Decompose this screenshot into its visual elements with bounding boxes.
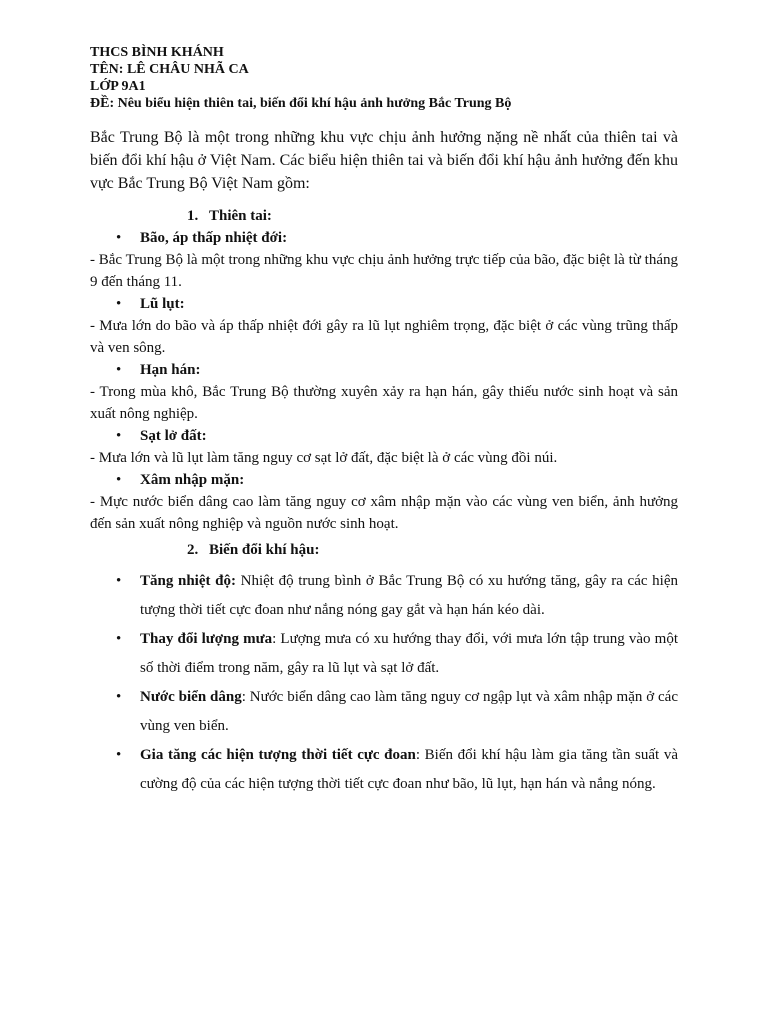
- list-item-heading: [90, 425, 678, 447]
- intro-paragraph: Bắc Trung Bộ là một trong những khu vực chịu ảnh hưởng nặng nề nhất của thiên tai và biến đổi khí hậu ở Việt Nam. Các biểu hiện thiên tai và biến đổi khí hậu ảnh hưởng đến khu vực Bắc Trung Bộ Việt Nam gồm:: [90, 129, 678, 192]
- item-title: Sạt lở đất:: [140, 428, 207, 444]
- list-item-heading: [90, 227, 678, 249]
- item-title: Gia tăng các hiện tượng thời tiết cực đoan: [140, 747, 416, 763]
- section-1-label: Thiên tai:: [209, 208, 272, 224]
- class-name: LỚP 9A1: [90, 79, 146, 94]
- document-page: [90, 44, 678, 799]
- item-description: : Lượng mưa có xu hướng thay đổi, với mưa lớn tập trung vào một số thời điểm trong năm, gây ra lũ lụt và sạt lở đất.: [140, 631, 678, 676]
- climate-change-list: [90, 567, 678, 799]
- assignment-topic: ĐỀ: Nêu biểu hiện thiên tai, biến đổi khí hậu ảnh hưởng Bắc Trung Bộ: [90, 96, 512, 111]
- item-description: - Mưa lớn do bão và áp thấp nhiệt đới gây ra lũ lụt nghiêm trọng, đặc biệt ở các vùng trũng thấp và ven sông.: [90, 318, 678, 356]
- item-title: Bão, áp thấp nhiệt đới:: [140, 230, 288, 246]
- bullet-icon: •: [116, 230, 122, 246]
- section-1-number: 1.: [187, 208, 199, 224]
- item-description: - Bắc Trung Bộ là một trong những khu vực chịu ảnh hưởng trực tiếp của bão, đặc biệt là từ tháng 9 đến tháng 11.: [90, 252, 678, 290]
- list-item: [90, 567, 678, 625]
- item-title: Xâm nhập mặn:: [140, 472, 245, 488]
- bullet-icon: •: [116, 428, 122, 444]
- section-2-title: [187, 539, 678, 561]
- bullet-icon: •: [116, 296, 122, 312]
- list-item: [90, 625, 678, 683]
- section-2-number: 2.: [187, 542, 199, 558]
- bullet-icon: •: [116, 362, 122, 378]
- item-title: Thay đổi lượng mưa: [140, 631, 273, 647]
- bullet-icon: •: [116, 472, 122, 488]
- item-title: Hạn hán:: [140, 362, 201, 378]
- item-description: Nhiệt độ trung bình ở Bắc Trung Bộ có xu hướng tăng, gây ra các hiện tượng thời tiết cực đoan như nắng nóng gay gắt và hạn hán kéo dài.: [140, 573, 678, 618]
- school-name: THCS BÌNH KHÁNH: [90, 45, 224, 60]
- section-2-label: Biến đổi khí hậu:: [209, 542, 320, 558]
- list-item-heading: [90, 293, 678, 315]
- item-description: : Biến đổi khí hậu làm gia tăng tần suất và cường độ của các hiện tượng thời tiết cực đoan như bão, lũ lụt, hạn hán và nắng nóng.: [140, 747, 678, 792]
- bullet-icon: •: [116, 631, 122, 647]
- student-name: TÊN: LÊ CHÂU NHÃ CA: [90, 62, 249, 77]
- item-description: - Mưa lớn và lũ lụt làm tăng nguy cơ sạt lở đất, đặc biệt là ở các vùng đồi núi.: [90, 450, 558, 466]
- item-description: : Nước biển dâng cao làm tăng nguy cơ ngập lụt và xâm nhập mặn ở các vùng ven biển.: [140, 689, 678, 734]
- bullet-icon: •: [116, 573, 122, 589]
- item-description: - Mực nước biển dâng cao làm tăng nguy cơ xâm nhập mặn vào các vùng ven biển, ảnh hưởng đến sản xuất nông nghiệp và nguồn nước sinh hoạt.: [90, 494, 678, 532]
- list-item-heading: [90, 469, 678, 491]
- item-description: - Trong mùa khô, Bắc Trung Bộ thường xuyên xảy ra hạn hán, gây thiếu nước sinh hoạt và sản xuất nông nghiệp.: [90, 384, 678, 422]
- item-title: Nước biển dâng: [140, 689, 242, 705]
- item-title: Tăng nhiệt độ:: [140, 573, 236, 589]
- list-item: [90, 683, 678, 741]
- bullet-icon: •: [116, 689, 122, 705]
- list-item: [90, 741, 678, 799]
- bullet-icon: •: [116, 747, 122, 763]
- section-1-title: [187, 205, 678, 227]
- natural-disaster-list: [90, 227, 678, 535]
- item-title: Lũ lụt:: [140, 296, 185, 312]
- list-item-heading: [90, 359, 678, 381]
